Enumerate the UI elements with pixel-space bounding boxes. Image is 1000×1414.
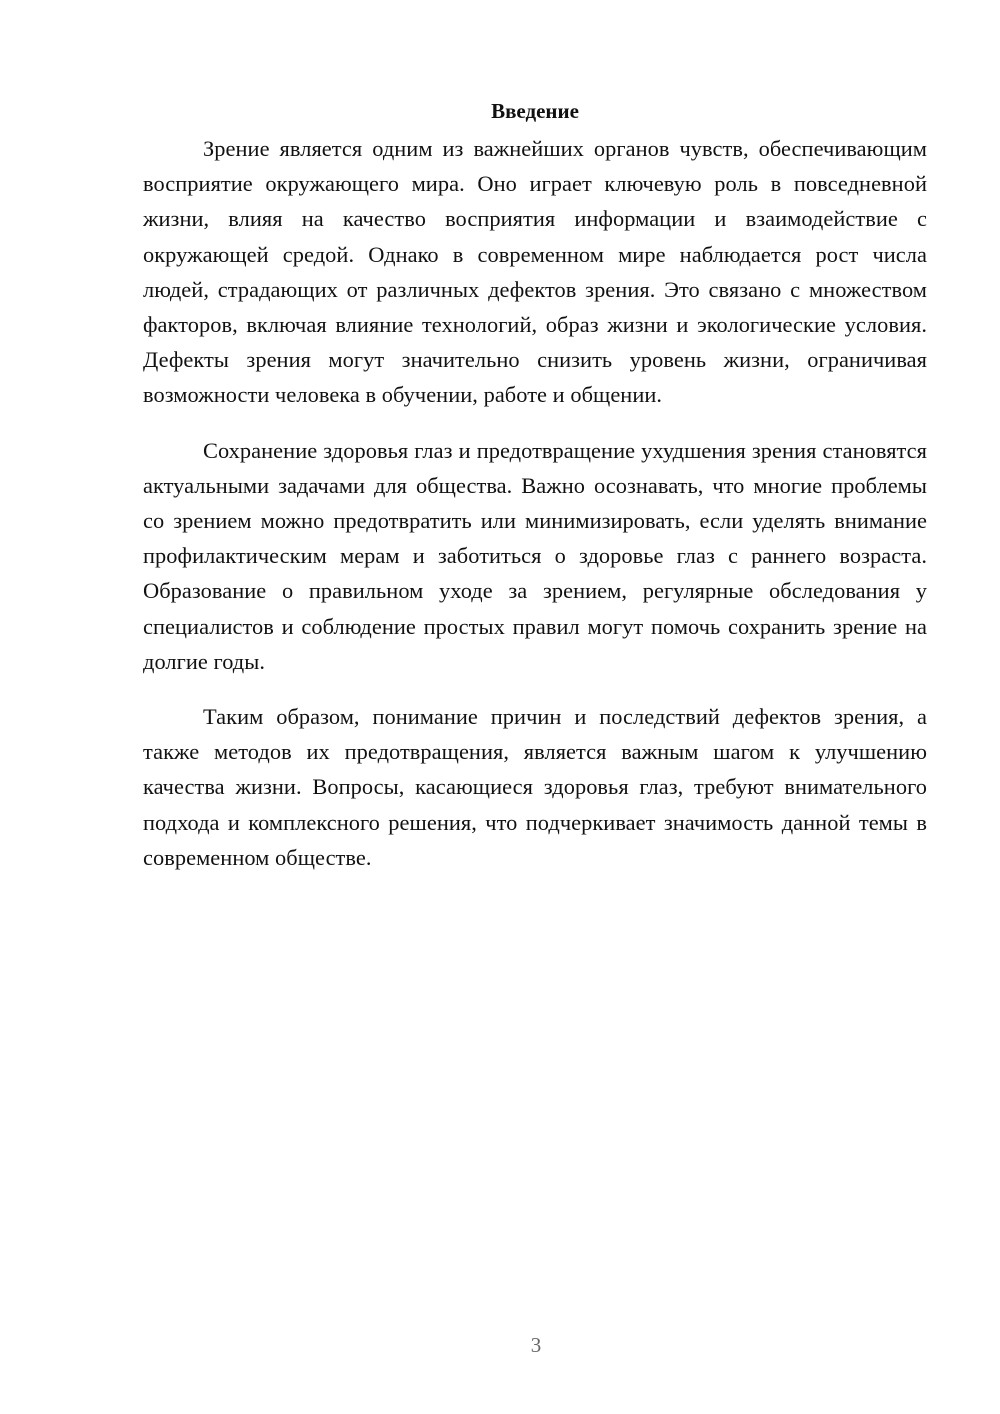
- paragraph-1: Зрение является одним из важнейших органов чувств, обеспечивающим восприятие окружающего мира. Оно играет ключевую роль в повседневной жизни, влияя на качество восприятия информации и взаимодействие с окружающей средой. Однако в современном мире наблюдается рост числа людей, страдающих от различных дефектов зрения. Это связано с множеством факторов, включая влияние технологий, образ жизни и экологические условия. Дефекты зрения могут значительно снизить уровень жизни, ограничивая возможности человека в обучении, работе и общении.: [143, 136, 927, 408]
- paragraph-2: Сохранение здоровья глаз и предотвращение ухудшения зрения становятся актуальными задачами для общества. Важно осознавать, что многие проблемы со зрением можно предотвратить или минимизировать, если уделять внимание профилактическим мерам и заботиться о здоровье глаз с раннего возраста. Образование о правильном уходе за зрением, регулярные обследования у специалистов и соблюдение простых правил могут помочь сохранить зрение на долгие годы.: [143, 437, 927, 674]
- page-number: 3: [530, 1333, 542, 1357]
- section-heading: Введение: [491, 99, 579, 123]
- page-body: [143, 96, 927, 895]
- paragraph-3: Таким образом, понимание причин и последствий дефектов зрения, а также методов их предотвращения, является важным шагом к улучшению качества жизни. Вопросы, касающиеся здоровья глаз, требуют внимательного подхода и комплексного решения, что подчеркивает значимость данной темы в современном обществе.: [143, 704, 927, 870]
